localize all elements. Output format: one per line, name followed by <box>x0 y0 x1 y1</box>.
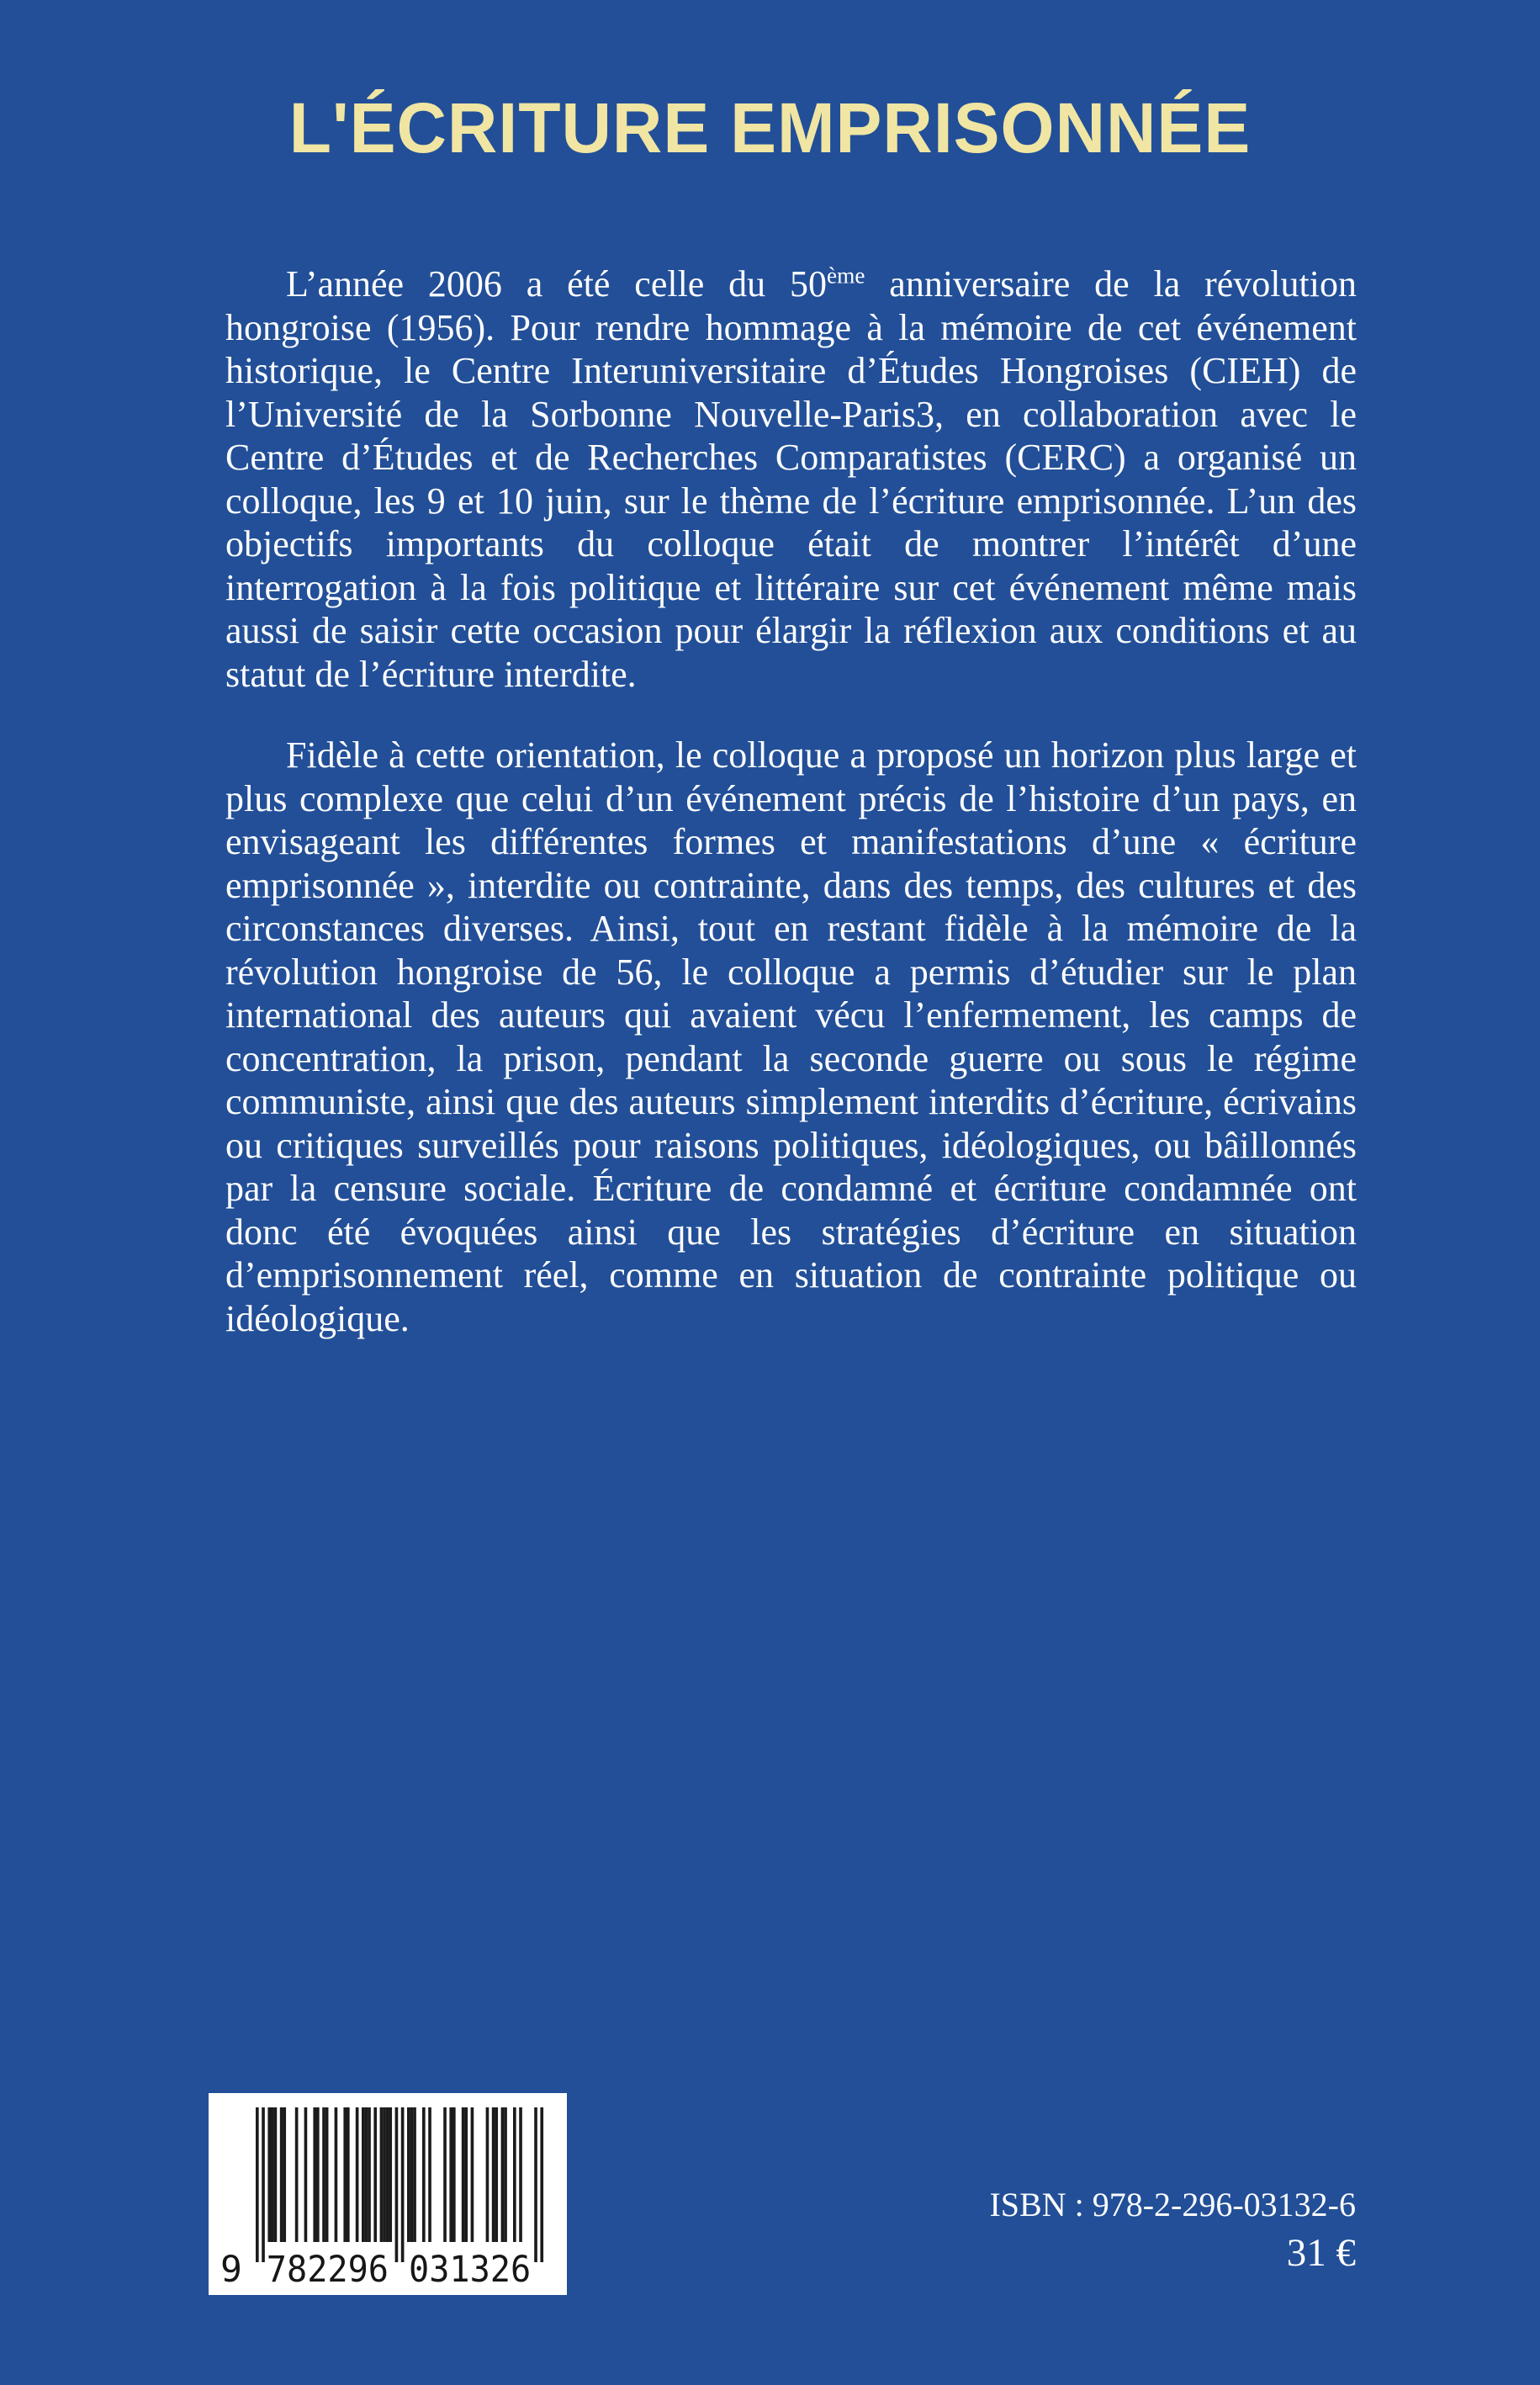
price-text: 31 € <box>1286 2231 1356 2275</box>
paragraph-1-text-before-sup: L’année 2006 a été celle du 50 <box>286 263 828 305</box>
svg-text:782296: 782296 <box>266 2249 389 2291</box>
synopsis-paragraph-1 <box>225 262 1357 696</box>
isbn-text: ISBN : 978-2-296-03132-6 <box>989 2186 1356 2223</box>
synopsis-paragraph-2: Fidèle à cette orientation, le colloque a proposé un horizon plus large et plus complexe que celui d’un événement précis de l’histoire d’un pays, en envisageant les différentes formes et manifestations d’une « écriture emprisonnée », interdite ou contrainte, dans des temps, des cultures et des circonstances diverses. Ainsi, tout en restant fidèle à la mémoire de la révolution hongroise de 56, le colloque a permis d’étudier sur le plan international des auteurs qui avaient vécu l’enfermement, les camps de concentration, la prison, pendant la seconde guerre ou sous le régime communiste, ainsi que des auteurs simplement interdits d’écriture, écrivains ou critiques surveillés pour raisons politiques, idéologiques, ou bâillonnés par la censure sociale. Écriture de condamné et écriture condamnée ont donc été évoquées ainsi que les stratégies d’écriture en situation d’emprisonnement réel, comme en situation de contrainte politique ou idéologique. <box>225 734 1357 1339</box>
ordinal-superscript: ème <box>827 262 865 289</box>
svg-text:9: 9 <box>220 2249 242 2291</box>
paragraph-1-text-after-sup: anniversaire de la révolution hongroise (1956). Pour rendre hommage à la mémoire de cet événement historique, le Centre Interuniversitaire d’Études Hongroises (CIEH) de l’Université de la Sorbonne Nouvelle-Paris3, en collaboration avec le Centre d’Études et de Recherches Comparatistes (CERC) a organisé un colloque, les 9 et 10 juin, sur le thème de l’écriture emprisonnée. L’un des objectifs importants du colloque était de montrer l’intérêt d’une interrogation à la fois politique et littéraire sur cet événement même mais aussi de saisir cette occasion pour élargir la réflexion aux conditions et au statut de l’écriture interdite. <box>225 263 1357 695</box>
synopsis <box>225 262 1357 1340</box>
book-title: L'ÉCRITURE EMPRISONNÉE <box>288 88 1252 167</box>
ean13-barcode <box>209 2093 567 2295</box>
barcode-panel <box>209 2093 567 2295</box>
svg-text:031326: 031326 <box>409 2249 532 2291</box>
